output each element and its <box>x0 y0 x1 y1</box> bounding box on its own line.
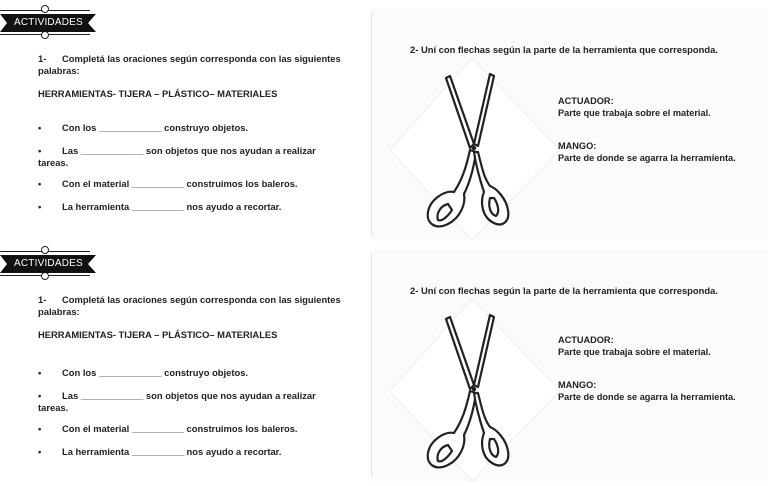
questions-panel <box>0 241 370 482</box>
questions-panel <box>0 0 370 241</box>
worksheet <box>0 241 768 482</box>
banner-ribbon-icon <box>0 14 96 32</box>
sentence-text: Con el material __________ construimos los baleros. <box>62 423 298 434</box>
sentence-item <box>38 145 338 168</box>
sentence-text: Con el material __________ construimos los baleros. <box>62 178 298 189</box>
sentence-item <box>38 446 338 458</box>
sentence-item <box>38 390 338 413</box>
ring-icon <box>41 5 49 13</box>
word-bank: HERRAMIENTAS- TIJERA – PLÁSTICO– MATERIALES <box>38 88 278 99</box>
sentence-text: La herramienta __________ nos ayudo a recortar. <box>62 446 282 457</box>
matching-panel <box>372 249 768 482</box>
bullet-icon: • <box>38 178 42 189</box>
mango-label: MANGO: <box>558 380 597 390</box>
sentence-text: La herramienta __________ nos ayudo a recortar. <box>62 201 282 212</box>
mango-label: MANGO: <box>558 141 597 151</box>
question-number: 1- <box>38 294 47 305</box>
actuador-description: Parte que trabaja sobre el material. <box>558 347 711 357</box>
question-text: Completá las oraciones según corresponda con las siguientes palabras: <box>38 53 341 76</box>
sentence-text: Las ____________ son objetos que nos ayudan a realizar tareas. <box>38 145 316 168</box>
ring-icon <box>41 272 49 280</box>
question-2: 2- Uní con flechas según la parte de la herramienta que corresponda. <box>410 44 718 55</box>
sentence-text: Con los ____________ construyo objetos. <box>62 122 249 133</box>
sentence-item <box>38 367 338 379</box>
word-bank: HERRAMIENTAS- TIJERA – PLÁSTICO– MATERIALES <box>38 329 278 340</box>
sentence-text: Las ____________ son objetos que nos ayudan a realizar tareas. <box>38 390 316 413</box>
bullet-icon: • <box>38 423 42 434</box>
sentence-item <box>38 423 338 435</box>
actuador-label: ACTUADOR: <box>558 335 614 345</box>
bullet-icon: • <box>38 367 42 378</box>
scissors-icon <box>390 299 560 481</box>
sentence-text: Con los ____________ construyo objetos. <box>62 367 249 378</box>
question-1 <box>38 53 358 76</box>
matching-panel <box>372 8 768 241</box>
worksheet <box>0 0 768 241</box>
ring-icon <box>41 246 49 254</box>
sentence-item <box>38 178 338 190</box>
activities-banner <box>0 245 96 279</box>
bullet-icon: • <box>38 145 42 156</box>
question-2: 2- Uní con flechas según la parte de la herramienta que corresponda. <box>410 285 718 296</box>
activities-banner <box>0 4 96 38</box>
question-number: 1- <box>38 53 47 64</box>
actuador-description: Parte que trabaja sobre el material. <box>558 108 711 118</box>
banner-ribbon-icon <box>0 255 96 273</box>
mango-description: Parte de donde se agarra la herramienta. <box>558 392 736 402</box>
banner-title: ACTIVIDADES <box>14 258 83 269</box>
bullet-icon: • <box>38 201 42 212</box>
sentence-item <box>38 201 338 213</box>
scissors-icon <box>390 58 560 240</box>
question-text: Completá las oraciones según corresponda con las siguientes palabras: <box>38 294 341 317</box>
bullet-icon: • <box>38 446 42 457</box>
question-1 <box>38 294 358 317</box>
sentence-item <box>38 122 338 134</box>
bullet-icon: • <box>38 390 42 401</box>
ring-icon <box>41 31 49 39</box>
banner-title: ACTIVIDADES <box>14 17 83 28</box>
mango-description: Parte de donde se agarra la herramienta. <box>558 153 736 163</box>
actuador-label: ACTUADOR: <box>558 96 614 106</box>
bullet-icon: • <box>38 122 42 133</box>
